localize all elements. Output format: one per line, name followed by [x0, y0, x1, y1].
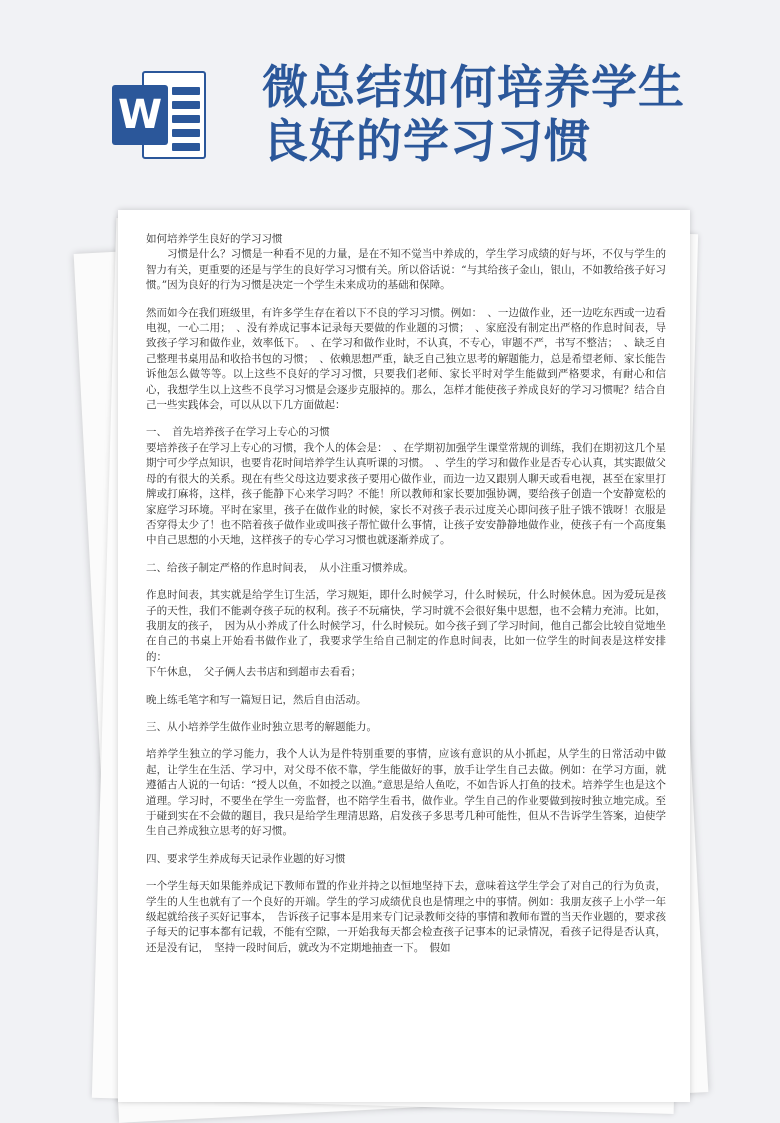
header-banner [0, 0, 780, 200]
text-line-icon [172, 87, 200, 95]
paragraph-section-4: 一个学生每天如果能养成记下教师布置的作业并持之以恒地坚持下去，意味着这学生学会了对自己的行为负责，学生的人生也就有了一个良好的开端。学生的学习成绩优良也是情理之中的事情。例如：我朋友孩子上小学一年级起就给孩子买好记事本， 告诉孩子记事本是用来专门记录教师交待的事情和教师布置的当天作业题的，要求孩子每天的记事本都有记载，不能有空隙，一开始我每天都会检查孩子记事本的记录情况，看孩子记得是否认真，还是没有记， 坚持一段时间后，就改为不定期地抽查一下。 假如 [146, 880, 666, 954]
schedule-line-evening: 晚上练毛笔字和写一篇短日记，然后自由活动。 [146, 693, 367, 706]
text-line-icon [172, 143, 200, 151]
section-heading-3: 三、从小培养学生做作业时独立思考的解题能力。 [146, 720, 377, 733]
paragraph-section-1: 要培养孩子在学习上专心的习惯，我个人的体会是： 、在学期初加强学生课堂常规的训练，我们在期初这几个星期宁可少学点知识，也要肯花时间培养学生认真听课的习惯。 、学生的学习和做作业是否专心认真，其实跟做父母的有很大的关系。现在有些父母这边要求孩子要用心做作业，而边一边又跟别人聊天或看电视，甚至在家里打牌或打麻将，这样，孩子能静下心来学习吗？不能！所以教师和家长要加强协调，要给孩子创造一个安静宽松的家庭学习环境。平时在家里，孩子在做作业的时候，家长不对孩子表示过度关心即问孩子肚子饿不饿呀！衣服是否穿得太少了！也不陪着孩子做作业或叫孩子帮忙做什么事情，让孩子安安静静地做作业，使孩子有一个高度集中自己思想的小天地，这样孩子的专心学习习惯也就逐渐养成了。 [146, 441, 666, 547]
section-heading-1: 一、 首先培养孩子在学习上专心的习惯 [146, 426, 330, 439]
paragraph-section-2: 作息时间表，其实就是给学生订生活，学习规矩，即什么时候学习，什么时候玩，什么时候休息。因为爱玩是孩子的天性，我们不能剥夺孩子玩的权利。孩子不玩痛快，学习时就不会很好集中思想，也不会精力充沛。比如，我朋友的孩子， 因为从小养成了什么时候学习，什么时候玩。如今孩子到了学习时间，他自己都会比较自觉地坐在自己的书桌上开始看书做作业了，我要求学生给自己制定的作息时间表，比如一位学生的时间表是这样安排的： [146, 589, 666, 663]
doc-heading: 如何培养学生良好的学习习惯 [146, 233, 283, 245]
word-badge: W [112, 85, 168, 145]
page-title: 微总结如何培养学生良好的学习习惯 [262, 60, 685, 168]
schedule-line-afternoon: 下午休息， 父子俩人去书店和到超市去看看； [146, 666, 362, 679]
word-document-icon [112, 67, 212, 167]
text-line-icon [172, 101, 200, 109]
document-body [146, 232, 666, 956]
paragraph-bad-habits: 然而如今在我们班级里，有许多学生存在着以下不良的学习习惯。例如： 、一边做作业，还一边吃东西或一边看电视，一心二用； 、没有养成记事本记录每天要做的作业题的习惯； 、家庭没有制定出严格的作息时间表，导致孩子学习和做作业，效率低下。 、在学习和做作业时，不认真，不专心，审题不严，书写不整洁； 、缺乏自己整理书桌用品和收拾书包的习惯； 、依赖思想严重，缺乏自己独立思考的解题能力，总是希望老师、家长能告诉他怎么做等等。以上这些不良好的学习习惯，只要我们老师、家长平时对学生能做到严格要求，有耐心和信心，我想学生以上这些不良学习习惯是会逐步克服掉的。那么，怎样才能使孩子养成良好的学习习惯呢？结合自己一些实践体会，可以从以下几方面做起： [146, 306, 666, 412]
document-page [118, 210, 690, 1102]
section-heading-2: 二、给孩子制定严格的作息时间表， 从小注重习惯养成。 [146, 561, 414, 574]
paragraph-section-3: 培养学生独立的学习能力，我个人认为是件特别重要的事情，应该有意识的从小抓起，从学生的日常活动中做起，让学生在生活、学习中，对父母不依不靠，学生能做好的事，放手让学生自己去做。例如：在学习方面，就遵循古人说的一句话：“授人以鱼，不如授之以渔。”意思是给人鱼吃，不如告诉人打鱼的技术。培养学生也是这个道理。学习时，不要坐在学生一旁监督，也不陪学生看书，做作业。学生自己的作业要做到按时独立地完成。至于碰到实在不会做的题目，我只是给学生理清思路，启发孩子多思考几种可能性，但从不告诉学生答案，迫使学生自己养成独立思考的好习惯。 [146, 748, 666, 838]
paragraph-intro: 习惯是什么？习惯是一种看不见的力量，是在不知不觉当中养成的，学生学习成绩的好与坏，不仅与学生的智力有关，更重要的还是与学生的良好学习习惯有关。所以俗话说：“与其给孩子金山，银山，不如教给孩子好习惯。”因为良好的行为习惯是决定一个学生未来成功的基础和保障。 [146, 248, 666, 292]
section-heading-4: 四、要求学生养成每天记录作业题的好习惯 [146, 852, 346, 865]
text-line-icon [172, 115, 200, 123]
text-line-icon [172, 129, 200, 137]
